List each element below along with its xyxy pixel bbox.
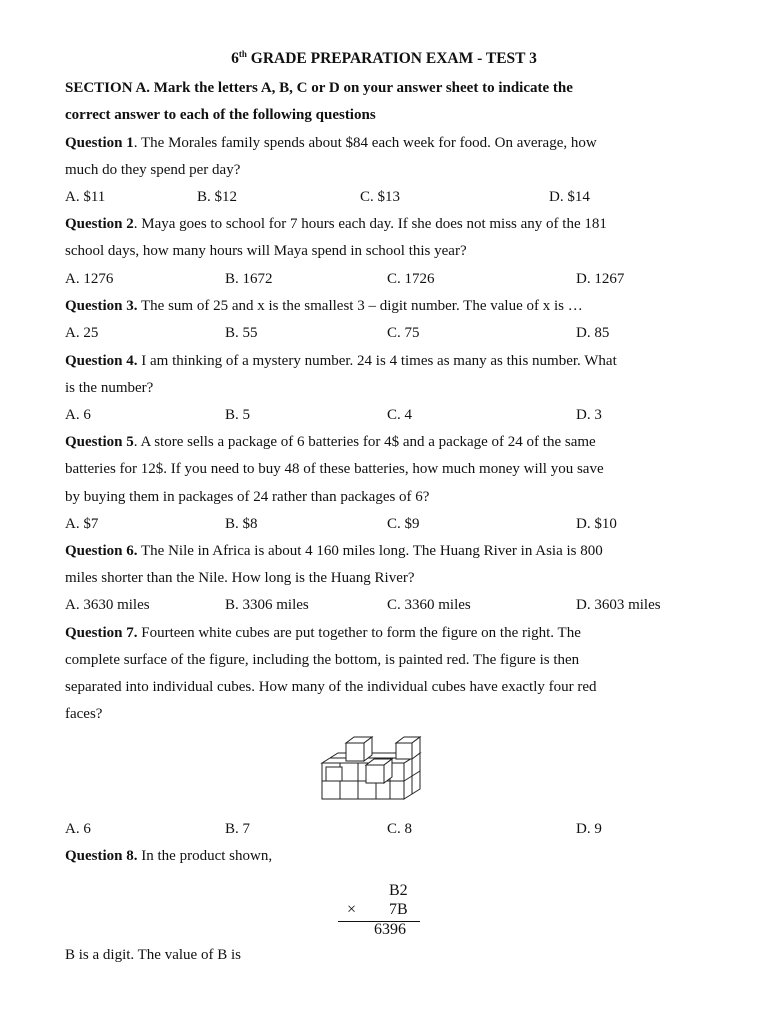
question-5-option-d: D. $10 xyxy=(576,516,617,532)
question-2-text-cont: school days, how many hours will Maya spend in school this year? xyxy=(65,243,467,259)
question-7-option-b: B. 7 xyxy=(225,821,251,837)
question-4-option-c: C. 4 xyxy=(387,407,413,423)
question-5-option-c: C. $9 xyxy=(387,516,420,532)
question-7-option-c: C. 8 xyxy=(387,821,413,837)
question-2-text: Question 2. Maya goes to school for 7 hours each day. If she does not miss any of the 181 xyxy=(65,216,607,232)
question-1-option-a: A. $11 xyxy=(65,189,106,205)
question-2-option-d: D. 1267 xyxy=(576,271,625,287)
question-6-text: Question 6. The Nile in Africa is about 4 160 miles long. The Huang River in Asia is 800 xyxy=(65,543,603,559)
question-7-text-cont-2: separated into individual cubes. How many of the individual cubes have exactly four red xyxy=(65,679,597,695)
question-7-option-d: D. 9 xyxy=(576,821,602,837)
question-3-option-a: A. 25 xyxy=(65,325,99,341)
question-1-option-c: C. $13 xyxy=(360,189,401,205)
question-3-text: Question 3. The sum of 25 and x is the smallest 3 – digit number. The value of x is … xyxy=(65,298,583,314)
multiplication-bottom: 7B xyxy=(389,901,408,918)
question-1-text: Question 1. The Morales family spends about $84 each week for food. On average, how xyxy=(65,135,597,151)
multiplication-top: B2 xyxy=(389,882,408,899)
question-6-option-c: C. 3360 miles xyxy=(387,597,471,613)
question-3-option-c: C. 75 xyxy=(387,325,420,341)
question-4-text: Question 4. I am thinking of a mystery number. 24 is 4 times as many as this number. What xyxy=(65,353,617,369)
question-6-text-cont: miles shorter than the Nile. How long is the Huang River? xyxy=(65,570,415,586)
question-7-option-a: A. 6 xyxy=(65,821,91,837)
question-5-text-cont-1: batteries for 12$. If you need to buy 48 of these batteries, how much money will you save xyxy=(65,461,604,477)
question-4-text-cont: is the number? xyxy=(65,380,154,396)
question-8-text: Question 8. In the product shown, xyxy=(65,848,273,864)
question-4-option-a: A. 6 xyxy=(65,407,91,423)
question-4-option-b: B. 5 xyxy=(225,407,251,423)
question-2-option-b: B. 1672 xyxy=(225,271,273,287)
question-6-option-a: A. 3630 miles xyxy=(65,597,150,613)
question-2-option-c: C. 1726 xyxy=(387,271,435,287)
question-5-option-b: B. $8 xyxy=(225,516,258,532)
question-8-followup: B is a digit. The value of B is xyxy=(65,947,241,963)
question-3-option-d: D. 85 xyxy=(576,325,610,341)
section-instructions-line-2: correct answer to each of the following questions xyxy=(65,107,376,123)
question-6-option-b: B. 3306 miles xyxy=(225,597,309,613)
question-7-text-cont-3: faces? xyxy=(65,706,103,722)
question-1-option-b: B. $12 xyxy=(197,189,238,205)
question-4-option-d: D. 3 xyxy=(576,407,602,423)
question-2-option-a: A. 1276 xyxy=(65,271,114,287)
question-7-text: Question 7. Fourteen white cubes are put together to form the figure on the right. The xyxy=(65,625,581,641)
question-5-text-cont-2: by buying them in packages of 24 rather than packages of 6? xyxy=(65,489,430,505)
multiplication-result: 6396 xyxy=(374,921,406,938)
cube-figure xyxy=(318,733,424,805)
multiplication-sign: × xyxy=(347,901,357,918)
question-5-option-a: A. $7 xyxy=(65,516,99,532)
question-3-option-b: B. 55 xyxy=(225,325,258,341)
question-1-text-cont: much do they spend per day? xyxy=(65,162,241,178)
question-7-text-cont-1: complete surface of the figure, including the bottom, is painted red. The figure is then xyxy=(65,652,580,668)
question-1-option-d: D. $14 xyxy=(549,189,590,205)
section-instructions-line-1: SECTION A. Mark the letters A, B, C or D on your answer sheet to indicate the xyxy=(65,80,573,96)
question-6-option-d: D. 3603 miles xyxy=(576,597,661,613)
question-5-text: Question 5. A store sells a package of 6 batteries for 4$ and a package of 24 of the same xyxy=(65,434,596,450)
page-title: 6th GRADE PREPARATION EXAM - TEST 3 xyxy=(231,49,537,68)
